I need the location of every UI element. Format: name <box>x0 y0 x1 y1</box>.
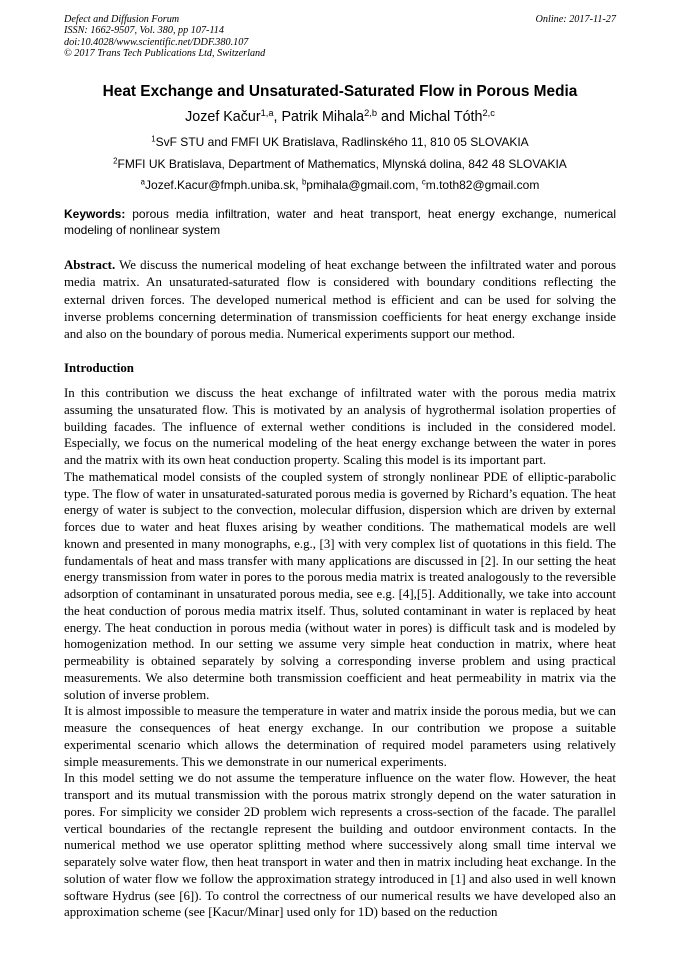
email-address: pmihala@gmail.com <box>306 178 416 192</box>
introduction-body <box>64 385 616 921</box>
paper-title: Heat Exchange and Unsaturated-Saturated Flow in Porous Media <box>102 83 578 100</box>
introduction-heading: Introduction <box>64 361 134 375</box>
journal-issn: ISSN: 1662-9507, Vol. 380, pp 107-114 <box>64 25 224 37</box>
email-address: Jozef.Kacur@fmph.uniba.sk <box>145 178 296 192</box>
author-list <box>64 109 616 125</box>
journal-name: Defect and Diffusion Forum <box>64 14 180 25</box>
paragraph: In this model setting we do not assume the temperature influence on the water flow. However, the heat transport and its mutual transmission with the porous matrix strongly depend on the water saturation in pores. For simplicity we consider 2D problem wich represents a cross-section of the facade. The parallel vertical boundaries of the rectangle represent the building and outdoor environment contacts. In the numerical method we use operator splitting method where successively along small time interval we separately solve water flow, then heat transport in water and then in matrix including heat exchange. In the solution of water flow we follow the approximation strategy introduced in [1] and also used in well known software Hydrus (see [6]). To control the correctness of our numerical results we have developed also an approximation scheme (see [Kacur/Minar] used only for 1D) based on the reduction <box>64 771 616 920</box>
affiliation-1 <box>64 135 616 149</box>
email-superscript: b <box>301 177 307 187</box>
affiliation-2 <box>64 157 616 171</box>
affiliation-text: FMFI UK Bratislava, Department of Mathematics, Mlynská dolina, 842 48 SLOVAKIA <box>117 157 567 171</box>
author-name: Michal Tóth <box>408 109 483 125</box>
journal-doi: doi:10.4028/www.scientific.net/DDF.380.107 <box>64 36 249 48</box>
abstract-text: We discuss the numerical modeling of heat exchange between the infiltrated water and porous media matrix. An unsaturated-saturated flow is considered with boundary conditions reflecting the external driven forces. The developed numerical method is efficient and can be used for solving the inverse problems concerning determination of transmission coefficients for heat energy exchange inside and also on the boundary of porous media. Numerical experiments support our method. <box>64 258 616 342</box>
email-separator: , <box>295 178 302 192</box>
email-address: m.toth82@gmail.com <box>425 178 540 192</box>
abstract-label: Abstract. <box>64 258 116 272</box>
email-superscript: a <box>140 177 146 187</box>
author-superscript: 2,b <box>364 107 378 118</box>
affiliation-superscript: 1 <box>151 134 156 144</box>
journal-header <box>64 14 616 60</box>
paragraph: It is almost impossible to measure the temperature in water and matrix inside the porous media, but we can measure the consequences of heat energy exchange. In our contribution we propose a suitable experimental scenario which allows the determination of required model parameters using relatively simple measurements. This we demonstrate in our numerical experiments. <box>64 704 616 769</box>
keywords-label: Keywords: <box>64 207 126 221</box>
affiliation-text: SvF STU and FMFI UK Bratislava, Radlinského 11, 810 05 SLOVAKIA <box>155 135 529 149</box>
author-name: Jozef Kačur <box>185 109 261 125</box>
paragraph: In this contribution we discuss the heat exchange of infiltrated water with the porous media matrix assuming the unsaturated flow. This is motivated by an analysis of hygrothermal isolation properties of building facades. The influence of external wether conditions is included in the considered model. Especially, we focus on the numerical modeling of the heat energy exchange between the water in pores and the matrix with its own heat conduction property. Scaling this model is its important part. <box>64 386 616 467</box>
email-superscript: c <box>421 177 426 187</box>
author-separator: and <box>377 109 409 125</box>
author-name: Patrik Mihala <box>281 109 365 125</box>
author-separator: , <box>273 109 282 125</box>
author-superscript: 2,c <box>482 107 495 118</box>
abstract-section <box>64 257 616 343</box>
online-date: Online: 2017-11-27 <box>535 14 616 25</box>
email-list <box>64 178 616 192</box>
author-superscript: 1,a <box>260 107 274 118</box>
email-separator: , <box>415 178 422 192</box>
keywords-text: porous media infiltration, water and heat transport, heat energy exchange, numerical modeling of nonlinear system <box>64 207 616 237</box>
paragraph: The mathematical model consists of the coupled system of strongly nonlinear PDE of elliptic-parabolic type. The flow of water in unsaturated-saturated porous media is governed by Richard’s equation. The heat energy of water is subject to the convection, molecular diffusion, dispersion which are driven by external forces due to water and heat fluxes arising by weather conditions. The mathematical models are well known and presented in many monographs, e.g., [3] with very complex list of quotations in this field. The fundamentals of heat and mass transfer with many applications are discussed in [2]. In our setting the heat energy transmission from water in pores to the porous media matrix is treated analogously to the reversible adsorption of contaminant in unsaturated porous media, see e.g. [4],[5]. Additionally, we take into account the heat conduction of porous media matrix itself. Thus, soluted contaminant in water is replaced by heat energy. The heat conduction in porous media (without water in pores) is difficult task and is modeled by homogenization method. In our setting we assume very simple heat conduction in matrix, where heat permeability is obtained separately by solving a corresponding inverse problem and using practical measurements. We also determine both transmission coefficient and heat permeability in matrix via the solution of inverse problem. <box>64 469 616 702</box>
journal-copyright: © 2017 Trans Tech Publications Ltd, Switzerland <box>64 48 266 60</box>
keywords-section <box>64 207 616 238</box>
affiliation-superscript: 2 <box>113 156 118 166</box>
